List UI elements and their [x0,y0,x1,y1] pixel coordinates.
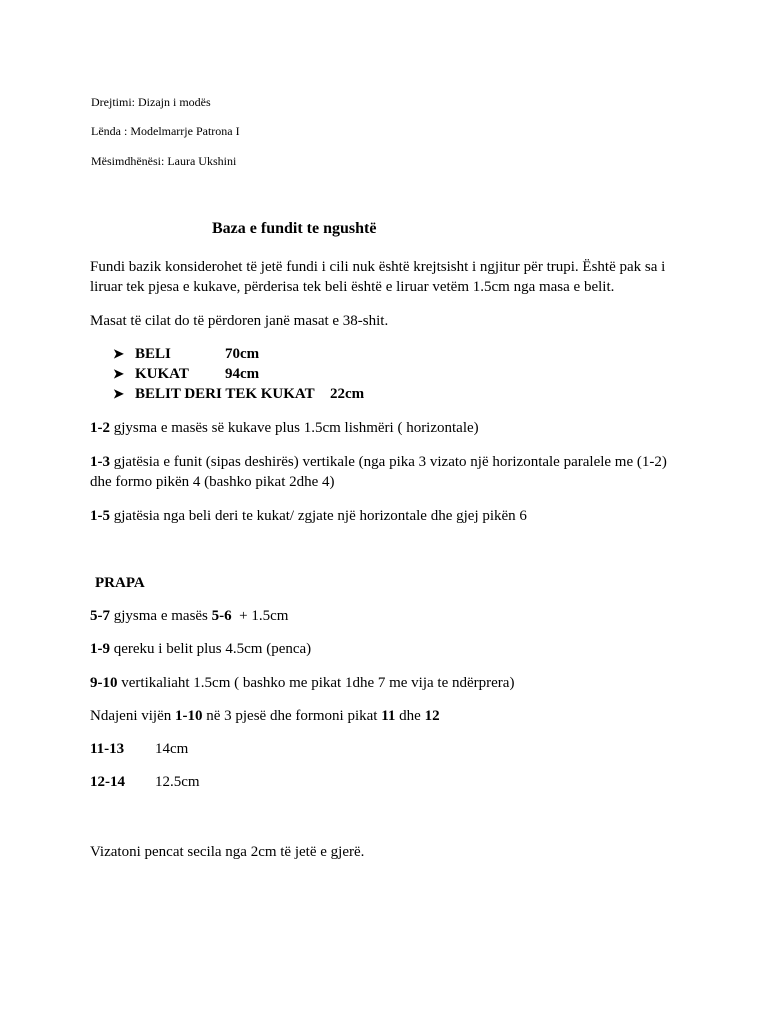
measure-label: BELIT DERI TEK KUKAT [135,386,315,402]
step-key: 9-10 [90,675,118,691]
step-key: 5-7 [90,608,110,624]
point-ref: 1-10 [174,708,203,724]
row-value: 14cm [155,741,189,757]
field-lenda: Lënda : Modelmarrje Patrona I [91,124,240,138]
step-5-7 [90,606,690,626]
measure-label: KUKAT [135,366,189,382]
step-text: gjatësia e funit (sipas deshirës) vertikale (nga pika 3 vizato një horizontale paralele me (1-2) dhe formo pikën 4 (bashko pikat 2dhe 4) [90,454,667,490]
step-ref: 5-6 [211,608,232,624]
arrow-bullet-icon: ➤ [113,386,124,401]
measure-value: 70cm [225,346,260,362]
step-1-3 [90,452,690,492]
step-text: + 1.5cm [231,608,289,624]
final-instruction: Vizatoni pencat secila nga 2cm të jetë e gjerë. [90,844,365,860]
step-1-2 [90,418,690,438]
field-drejtimi: Drejtimi: Dizajn i modës [91,95,211,109]
step-key: 1-5 [90,508,110,524]
measures-intro: Masat të cilat do të përdoren janë masat e 38-shit. [90,313,389,329]
step-key: 1-3 [90,454,110,470]
page-title: Baza e fundit te ngushtë [212,220,377,237]
step-text: gjysma e masës së kukave plus 1.5cm lishmëri ( horizontale) [110,420,479,436]
arrow-bullet-icon: ➤ [113,346,124,361]
measure-value: 94cm [225,366,260,382]
section-heading-prapa: PRAPA [95,575,145,591]
measure-value: 22cm [330,386,365,402]
text: Ndajeni vijën [90,708,175,724]
text: dhe [395,708,425,724]
row-value: 12.5cm [155,774,200,790]
step-text: gjysma e masës [110,608,212,624]
arrow-bullet-icon: ➤ [113,366,124,381]
step-key: 1-9 [90,641,110,657]
step-9-10 [90,673,690,693]
step-text: vertikaliaht 1.5cm ( bashko me pikat 1dhe 7 me vija te ndërprera) [117,675,515,691]
point-ref: 11 [381,708,396,724]
step-1-5 [90,506,690,526]
measure-label: BELI [135,346,171,362]
text: në 3 pjesë dhe formoni pikat [202,708,382,724]
step-1-9 [90,639,690,659]
divide-instruction [90,706,690,726]
field-mesimdhenesi: Mësimdhënësi: Laura Ukshini [91,154,237,168]
point-ref: 12 [424,708,440,724]
step-text: gjatësia nga beli deri te kukat/ zgjate një horizontale dhe gjej pikën 6 [110,508,527,524]
row-key: 12-14 [90,774,125,790]
step-text: qereku i belit plus 4.5cm (penca) [110,641,312,657]
intro-paragraph: Fundi bazik konsiderohet të jetë fundi i cili nuk është krejtsisht i ngjitur për trupi. Është pak sa i liruar tek pjesa e kukave, përderisa tek beli është e liruar vetëm 1.5cm nga masa e belit. [90,259,666,295]
row-key: 11-13 [90,741,125,757]
step-key: 1-2 [90,420,110,436]
